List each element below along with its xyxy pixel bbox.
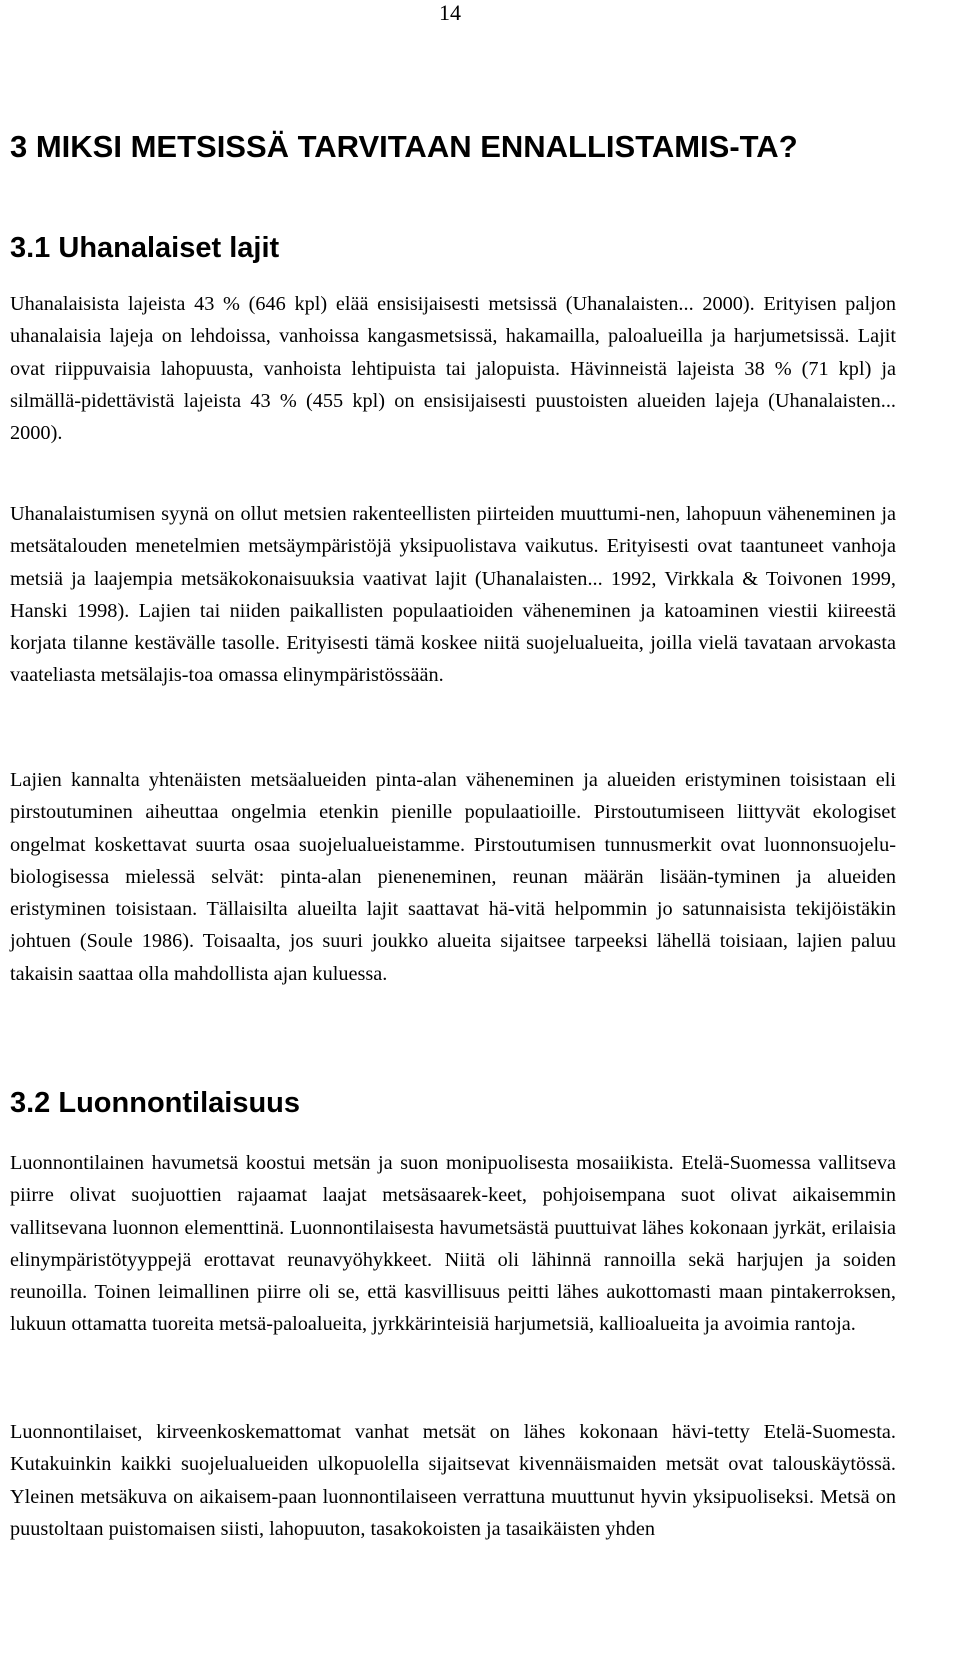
paragraph: Uhanalaistumisen syynä on ollut metsien rakenteellisten piirteiden muuttumi-nen, lahopuun väheneminen ja metsätalouden menetelmien metsäympäristöjä yksipuolistava vaikutus. Erityisesti ovat taantuneet vanhoja metsiä ja laajempia metsäkokonaisuuksia vaativat lajit (Uhanalaisten... 1992, Virkkala & Toivonen 1999, Hanski 1998). Lajien tai niiden paikallisten populaatioiden väheneminen ja katoaminen viestii kiireestä korjata tilanne kestävälle tasolle. Erityisesti tämä koskee niitä suojelualueita, joilla vielä tavataan arvokasta vaateliasta metsälajis-toa omassa elinympäristössään. (10, 503, 896, 687)
chapter-heading: 3 MIKSI METSISSÄ TARVITAAN ENNALLISTAMIS-TA? (10, 129, 798, 164)
section-heading-uhanalaiset-lajit: 3.1 Uhanalaiset lajit (10, 232, 280, 264)
paragraph: Luonnontilainen havumetsä koostui metsän ja suon monipuolisesta mosaiikista. Etelä-Suomessa vallitseva piirre olivat suojuottien rajaamat laajat metsäsaarek-keet, pohjoisempana suot olivat aikaisemmin vallitsevana luonnon elementtinä. Luonnontilaisesta havumetsästä puuttuivat lähes kokonaan jyrkät, erilaisia elinympäristötyyppejä erottavat reunavyöhykkeet. Niitä oli lähinnä rannoilla sekä harjujen ja soiden reunoilla. Toinen leimallinen piirre oli se, että kasvillisuus peitti lähes aukottomasti maan pintakerroksen, lukuun ottamatta tuoreita metsä-paloalueita, jyrkkärinteisiä harjumetsiä, kallioalueita ja avoimia rantoja. (10, 1152, 896, 1336)
paragraph: Uhanalaisista lajeista 43 % (646 kpl) elää ensisijaisesti metsissä (Uhanalaisten... 2000). Erityisen paljon uhanalaisia lajeja on lehdoissa, vanhoissa kangasmetsissä, hakamailla, paloalueilla ja harjumetsissä. Lajit ovat riippuvaisia lahopuusta, vanhoista lehtipuista tai jalopuista. Hävinneistä lajeista 38 % (71 kpl) ja silmällä-pidettävistä lajeista 43 % (455 kpl) on ensisijaisesti puustoisten alueiden lajeja (Uhanalaisten... 2000). (10, 293, 896, 445)
section-heading-luonnontilaisuus: 3.2 Luonnontilaisuus (10, 1087, 301, 1119)
paragraph: Lajien kannalta yhtenäisten metsäalueiden pinta-alan väheneminen ja alueiden eristyminen toisistaan eli pirstoutuminen aiheuttaa ongelmia etenkin pienille populaatioille. Pirstoutumiseen liittyvät ekologiset ongelmat koskettavat suurta osaa suojelualueistamme. Pirstoutumisen tunnusmerkit ovat luonnonsuojelu-biologisessa mielessä selvät: pinta-alan pieneneminen, reunan määrän lisään-tyminen ja alueiden eristyminen toisistaan. Tällaisilta alueilta lajit saattavat hä-vitä helpommin jo satunnaisista tekijöistäkin johtuen (Soule 1986). Toisaalta, jos suuri joukko alueita sijaitsee tarpeeksi lähellä toisiaan, lajien paluu takaisin saattaa olla mahdollista ajan kuluessa. (10, 769, 896, 985)
paragraph: Luonnontilaiset, kirveenkoskemattomat vanhat metsät on lähes kokonaan hävi-tetty Etelä-Suomesta. Kutakuinkin kaikki suojelualueiden ulkopuolella sijaitsevat kivennäismaiden metsät ovat talouskäytössä. Yleinen metsäkuva on aikaisem-paan luonnontilaiseen verrattuna muuttunut hyvin yksipuoliseksi. Metsä on puustoltaan puistomaisen siisti, lahopuuton, tasakokoisten ja tasaikäisten yhden (10, 1421, 896, 1540)
page-number: 14 (439, 0, 461, 25)
